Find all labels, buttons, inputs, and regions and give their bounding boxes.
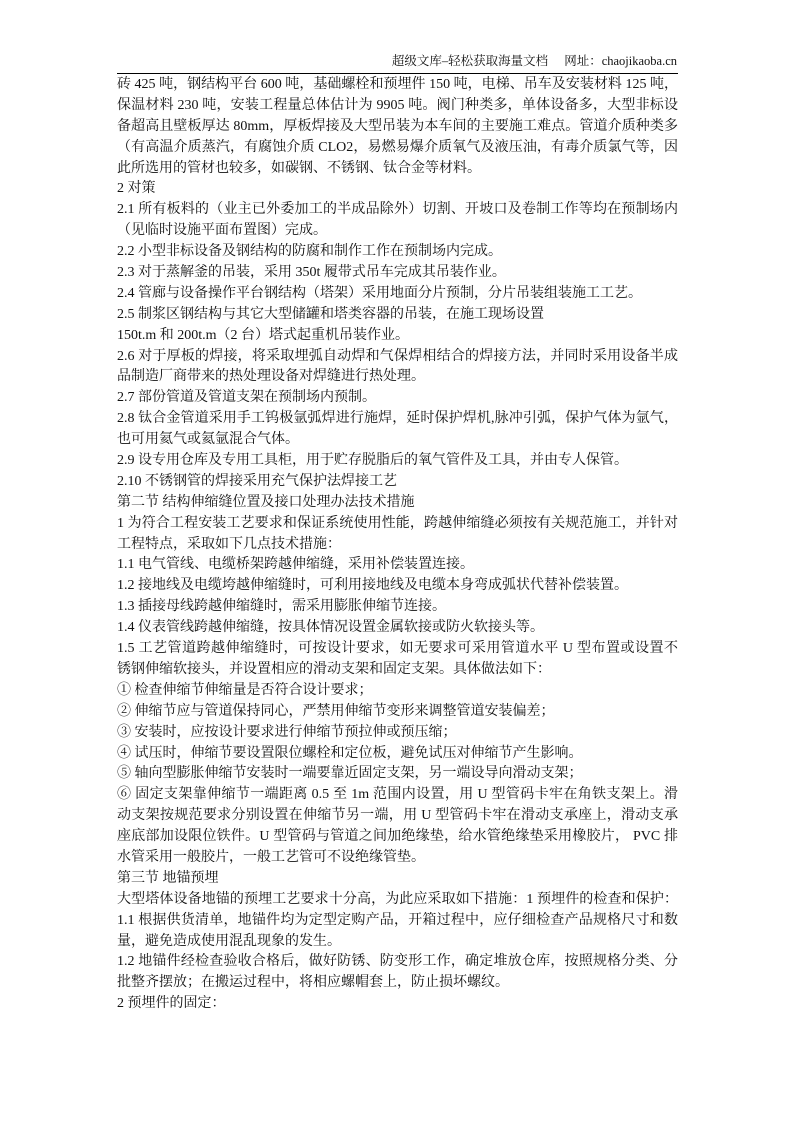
list-item: ① 检查伸缩节伸缩量是否符合设计要求；	[117, 682, 373, 698]
text-line: 1 为符合工程安装工艺要求和保证系统使用性能，跨越伸缩缝必须按有关规范施工，并针对	[117, 515, 678, 531]
text-line: （有高温介质蒸汽，有腐蚀介质 CLO2，易燃易爆介质氧气及液压油，有毒介质氯气等，因	[117, 139, 678, 155]
list-item: ③ 安装时，应按设计要求进行伸缩节预拉伸或预压缩；	[117, 724, 457, 740]
text-line: 1.4 仪表管线跨越伸缩缝，按具体情况设置金属软接或防火软接头等。	[117, 620, 544, 636]
text-line: 2.3 对于蒸解釜的吊装，采用 350t 履带式吊车完成其吊装作业。	[117, 265, 506, 281]
text-line: 批整齐摆放；在搬运过程中，将相应螺帽套上，防止损坏螺纹。	[117, 975, 509, 991]
text-line: 1.5 工艺管道跨越伸缩缝时，可按设计要求，如无要求可采用管道水平 U 型布置或设置不	[117, 641, 678, 657]
list-item: ⑥ 固定支架靠伸缩节一端距离 0.5 至 1m 范围内设置，用 U 型管码卡牢在角铁支架上。滑	[117, 787, 678, 803]
text-line: 动支架按规范要求分别设置在伸缩节另一端，用 U 型管码卡牢在滑动支承座上，滑动支承	[117, 808, 678, 824]
page-header	[117, 51, 677, 71]
document-body	[117, 75, 678, 1015]
text-line: 水管采用一般胶片，一般工艺管可不设绝缘管垫。	[117, 849, 425, 865]
list-item: ⑤ 轴向型膨胀伸缩节安装时一端要靠近固定支架，另一端设导向滑动支架；	[117, 766, 583, 782]
text-line: 2.7 部份管道及管道支架在预制场内预制。	[117, 390, 376, 406]
text-line: 2.1 所有板料的（业主已外委加工的半成品除外）切割、开坡口及卷制工作等均在预制场内	[117, 202, 678, 218]
text-line: 2.9 设专用仓库及专用工具柜，用于贮存脱脂后的氧气管件及工具，并由专人保管。	[117, 453, 628, 469]
text-line: 2.5 制浆区钢结构与其它大型储罐和塔类容器的吊装，在施工现场设置	[117, 306, 544, 322]
text-line: 1.2 地锚件经检查验收合格后，做好防锈、防变形工作，确定堆放仓库，按照规格分类、分	[117, 954, 678, 970]
text-line: 1.1 根据供货清单，地锚件均为定型定购产品，开箱过程中，应仔细检查产品规格尺寸和数	[117, 912, 678, 928]
list-item: ② 伸缩节应与管道保持同心，严禁用伸缩节变形来调整管道安装偏差；	[117, 703, 555, 719]
text-line: 也可用氦气或氦氩混合气体。	[117, 432, 299, 448]
text-line: 2.4 管廊与设备操作平台钢结构（塔架）采用地面分片预制，分片吊装组装施工工艺。	[117, 285, 642, 301]
text-line: 2.2 小型非标设备及钢结构的防腐和制作工作在预制场内完成。	[117, 244, 502, 260]
text-line: 2.6 对于厚板的焊接，将采取埋弧自动焊和气保焊相结合的焊接方法，并同时采用设备半成	[117, 348, 678, 364]
text-line: 锈钢伸缩软接头，并设置相应的滑动支架和固定支架。具体做法如下：	[117, 661, 551, 677]
text-line: 品制造厂商带来的热处理设备对焊缝进行热处理。	[117, 369, 425, 385]
text-line: 1.2 接地线及电缆垮越伸缩缝时，可利用接地线及电缆本身弯成弧状代替补偿装置。	[117, 578, 628, 594]
list-item: ④ 试压时，伸缩节要设置限位螺栓和定位板，避免试压对伸缩节产生影响。	[117, 745, 583, 761]
text-line: 150t.m 和 200t.m（2 台）塔式起重机吊装作业。	[117, 327, 410, 343]
text-line: 保温材料 230 吨，安装工程量总体估计为 9905 吨。阀门种类多，单体设备多，大型非标设	[117, 97, 678, 113]
header-site-url: 网址：chaojikaoba.cn	[564, 54, 677, 68]
text-line: 砖 425 吨，钢结构平台 600 吨，基础螺栓和预埋件 150 吨，电梯、吊车及安装材料 125 吨，	[117, 77, 678, 92]
text-line: 座底部加设限位铁件。U 型管码与管道之间加绝缘垫，给水管绝缘垫采用橡胶片， PVC 排	[117, 829, 678, 845]
text-line: （见临时设施平面布置图）完成。	[117, 223, 327, 239]
text-line: 1.3 插接母线跨越伸缩缝时，需采用膨胀伸缩节连接。	[117, 599, 446, 615]
text-line: 备超高且壁板厚达 80mm，厚板焊接及大型吊装为本车间的主要施工难点。管道介质种类多	[117, 118, 678, 134]
text-line: 1.1 电气管线、电缆桥架跨越伸缩缝，采用补偿装置连接。	[117, 557, 474, 573]
header-rule	[117, 73, 678, 74]
text-line: 工程特点，采取如下几点技术措施：	[117, 536, 341, 552]
text-line: 2.8 钛合金管道采用手工钨极氩弧焊进行施焊，延时保护焊机,脉冲引弧，保护气体为氩气，	[117, 411, 678, 427]
section-heading: 第二节 结构伸缩缝位置及接口处理办法技术措施	[117, 494, 415, 510]
text-line: 此所选用的管材也较多，如碳钢、不锈钢、钛合金等材料。	[117, 160, 481, 176]
text-line: 量，避免造成使用混乱现象的发生。	[117, 933, 341, 949]
text-line: 2 预埋件的固定：	[117, 996, 226, 1012]
section-heading: 第三节 地锚预埋	[117, 870, 219, 886]
section-heading: 2 对策	[117, 181, 156, 197]
text-line: 2.10 不锈钢管的焊接采用充气保护法焊接工艺	[117, 473, 397, 489]
header-library-name: 超级文库–轻松获取海量文档	[391, 54, 549, 68]
text-line: 大型塔体设备地锚的预埋工艺要求十分高，为此应采取如下措施：1 预埋件的检查和保护：	[117, 891, 678, 907]
